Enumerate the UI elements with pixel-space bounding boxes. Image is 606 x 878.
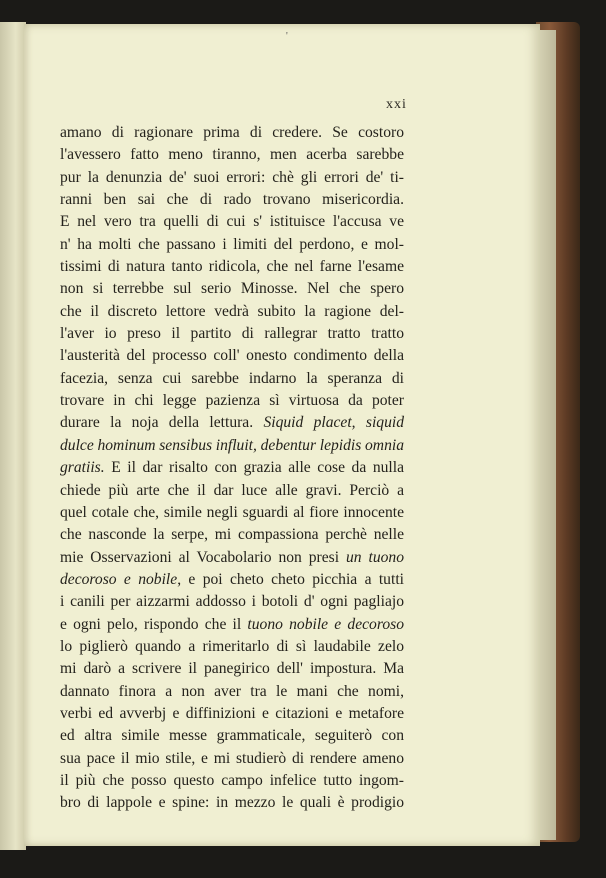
text-segment: chiede più arte che il dar luce alle gravi. Perciò a bbox=[60, 481, 404, 499]
text-segment: che nasconde la serpe, mi compassiona perchè nelle bbox=[60, 526, 404, 544]
text-line bbox=[60, 368, 404, 390]
text-line bbox=[60, 658, 404, 680]
text-segment: tissimi di natura tanto ridicola, che nel farne l'esame bbox=[60, 258, 404, 276]
italic-text: Siquid placet, siquid bbox=[263, 414, 405, 432]
top-mark: ' bbox=[286, 31, 288, 42]
text-line bbox=[60, 636, 404, 658]
facing-page-edge bbox=[0, 22, 26, 850]
text-segment: quel cotale che, simile negli sguardi al fiore innocente bbox=[60, 503, 404, 521]
text-line bbox=[60, 725, 404, 747]
text-line bbox=[60, 390, 404, 412]
text-segment: amano di ragionare prima di credere. Se costoro bbox=[60, 124, 404, 141]
text-segment: E nel vero tra quelli di cui s' istituisce l'accusa ve bbox=[60, 213, 404, 231]
text-segment: che il discreto lettore vedrà subito la ragione del- bbox=[60, 302, 404, 320]
text-segment: mie Osservazioni al Vocabolario non presi bbox=[60, 548, 346, 566]
text-segment: pur la denunzia de' suoi errori: chè gli errori de' ti- bbox=[60, 168, 404, 186]
text-line bbox=[60, 122, 404, 144]
text-segment: sua pace il mio stile, e mi studierò di rendere ameno bbox=[60, 749, 404, 767]
italic-text: dulce hominum sensibus influit, debentur lepidis omnia bbox=[60, 436, 404, 454]
text-segment: ranni ben sai che di rado trovano misericordia. bbox=[60, 191, 404, 209]
text-segment: trovare in chi legge pazienza sì virtuosa da poter bbox=[60, 392, 404, 410]
text-segment: E il dar risalto con grazia alle cose da nulla bbox=[104, 459, 404, 477]
text-line bbox=[60, 301, 404, 323]
text-line bbox=[60, 614, 404, 636]
text-line bbox=[60, 167, 404, 189]
text-line bbox=[60, 502, 404, 524]
text-segment: l'aver io preso il partito di rallegrar tratto tratto bbox=[60, 325, 404, 343]
text-line bbox=[60, 345, 404, 367]
body-text bbox=[60, 122, 404, 815]
text-line bbox=[60, 681, 404, 703]
text-line bbox=[60, 256, 404, 278]
text-segment: mi darò a scrivere il panegirico dell' impostura. Ma bbox=[60, 660, 404, 678]
text-segment: bro di lappole e spine: in mezzo le quali è prodigio bbox=[60, 794, 404, 812]
text-line bbox=[60, 480, 404, 502]
italic-text: un tuono bbox=[345, 548, 405, 566]
page-number: xxi bbox=[386, 97, 407, 112]
text-line bbox=[60, 278, 404, 300]
text-segment: facezia, senza cui sarebbe indarno la speranza di bbox=[60, 369, 404, 387]
book-page bbox=[24, 24, 540, 846]
text-line bbox=[60, 524, 404, 546]
text-segment: verbi ed avverbj e diffinizioni e citazioni e metafore bbox=[60, 704, 404, 722]
text-line bbox=[60, 412, 404, 434]
text-line bbox=[60, 323, 404, 345]
text-segment: non si terrebbe sul serio Minosse. Nel che spero bbox=[60, 280, 404, 298]
text-line bbox=[60, 792, 404, 814]
text-line bbox=[60, 591, 404, 613]
italic-text: decoroso e nobile bbox=[60, 570, 178, 588]
text-segment: l'austerità del processo coll' onesto condimento della bbox=[60, 347, 404, 365]
text-segment: durare la noja della lettura. bbox=[60, 414, 264, 432]
text-line bbox=[60, 770, 404, 792]
text-line bbox=[60, 703, 404, 725]
text-line bbox=[60, 547, 404, 569]
text-line bbox=[60, 569, 404, 591]
text-segment: i canili per aizzarmi addosso i botoli d' ogni pagliajo bbox=[60, 593, 404, 611]
text-line bbox=[60, 189, 404, 211]
text-segment: , e poi cheto cheto picchia a tutti bbox=[177, 570, 404, 588]
text-line bbox=[60, 435, 404, 457]
italic-text: tuono nobile e decoroso bbox=[247, 615, 404, 633]
text-segment: lo piglierò quando a rimeritarlo di sì laudabile zelo bbox=[60, 637, 404, 655]
text-line bbox=[60, 211, 404, 233]
text-segment: il più che posso questo campo infelice tutto ingom- bbox=[60, 771, 404, 789]
text-segment: ed altra simile messe grammaticale, seguiterò con bbox=[60, 727, 404, 745]
text-line bbox=[60, 144, 404, 166]
text-line bbox=[60, 748, 404, 770]
text-line bbox=[60, 234, 404, 256]
text-segment: l'avessero fatto meno tiranno, men acerba sarebbe bbox=[60, 146, 404, 164]
text-segment: n' ha molti che passano i limiti del perdono, e mol- bbox=[60, 235, 404, 253]
text-line bbox=[60, 457, 404, 479]
text-segment: dannato finora a non aver tra le mani che nomi, bbox=[60, 682, 404, 700]
text-segment: e ogni pelo, rispondo che il bbox=[60, 615, 248, 633]
italic-text: gratiis. bbox=[60, 459, 105, 477]
